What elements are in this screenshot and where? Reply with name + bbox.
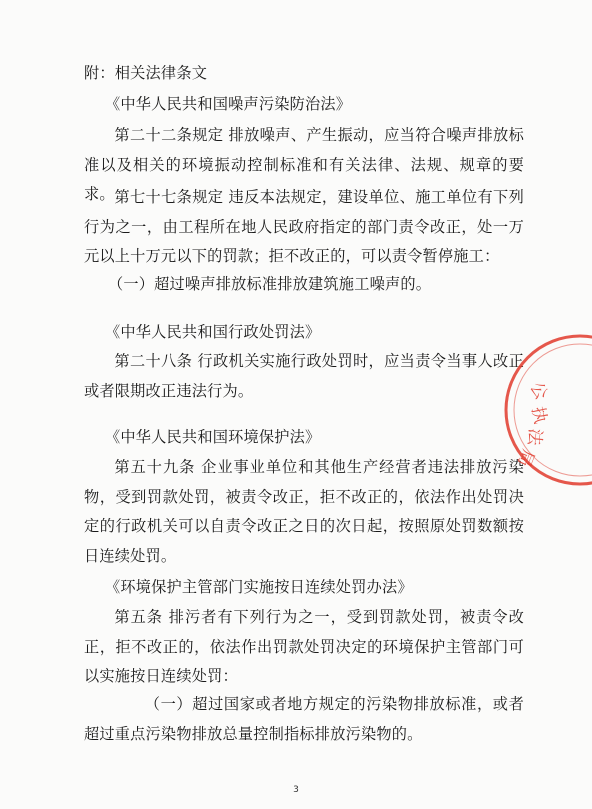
article-5: 第五条 排污者有下列行为之一，受到罚款处罚，被责令改正，拒不改正的，依法作出罚款处罚决定的环境保护主管部门可以实施按日连续处罚： bbox=[84, 608, 524, 685]
article-5-item-1: （一）超过国家或者地方规定的污染物排放标准，或者超过重点污染物排放总量控制指标排放污染物的。 bbox=[84, 695, 524, 743]
seal-char-3: 法 bbox=[523, 427, 545, 447]
article-22: 第二十二条规定 排放噪声、产生振动，应当符合噪声排放标准以及相关的环境振动控制标准和有关法律、法规、规章的要求。 bbox=[84, 126, 524, 203]
section-title-env-protection-law: 《中华人民共和国环境保护法》 bbox=[105, 428, 321, 446]
page-number: 3 bbox=[293, 785, 299, 795]
section-title-daily-penalty-measures: 《环境保护主管部门实施按日连续处罚办法》 bbox=[105, 578, 413, 596]
article-77-item-1: （一）超过噪声排放标准排放建筑施工噪声的。 bbox=[108, 275, 432, 293]
article-59: 第五十九条 企业事业单位和其他生产经营者违法排放污染物，受到罚款处罚，被责令改正，拒不改正的，依法作出处罚决定的行政机关可以自责令改正之日的次日起，按照原处罚数额按日连续处罚。 bbox=[84, 458, 524, 565]
seal-char-1: 公 bbox=[525, 378, 552, 404]
appendix-header: 附：相关法律条文 bbox=[84, 64, 208, 82]
section-title-noise-law: 《中华人民共和国噪声污染防治法》 bbox=[105, 95, 352, 113]
seal-char-4: 局 bbox=[512, 446, 538, 470]
section-title-admin-penalty-law: 《中华人民共和国行政处罚法》 bbox=[105, 323, 321, 341]
seal-char-2: 执 bbox=[527, 404, 551, 426]
article-77: 第七十七条规定 违反本法规定，建设单位、施工单位有下列行为之一，由工程所在地人民政府指定的部门责令改正，处一万元以上十万元以下的罚款；拒不改正的，可以责令暂停施工： bbox=[84, 188, 524, 265]
article-28: 第二十八条 行政机关实施行政处罚时，应当责令当事人改正或者限期改正违法行为。 bbox=[84, 352, 524, 400]
